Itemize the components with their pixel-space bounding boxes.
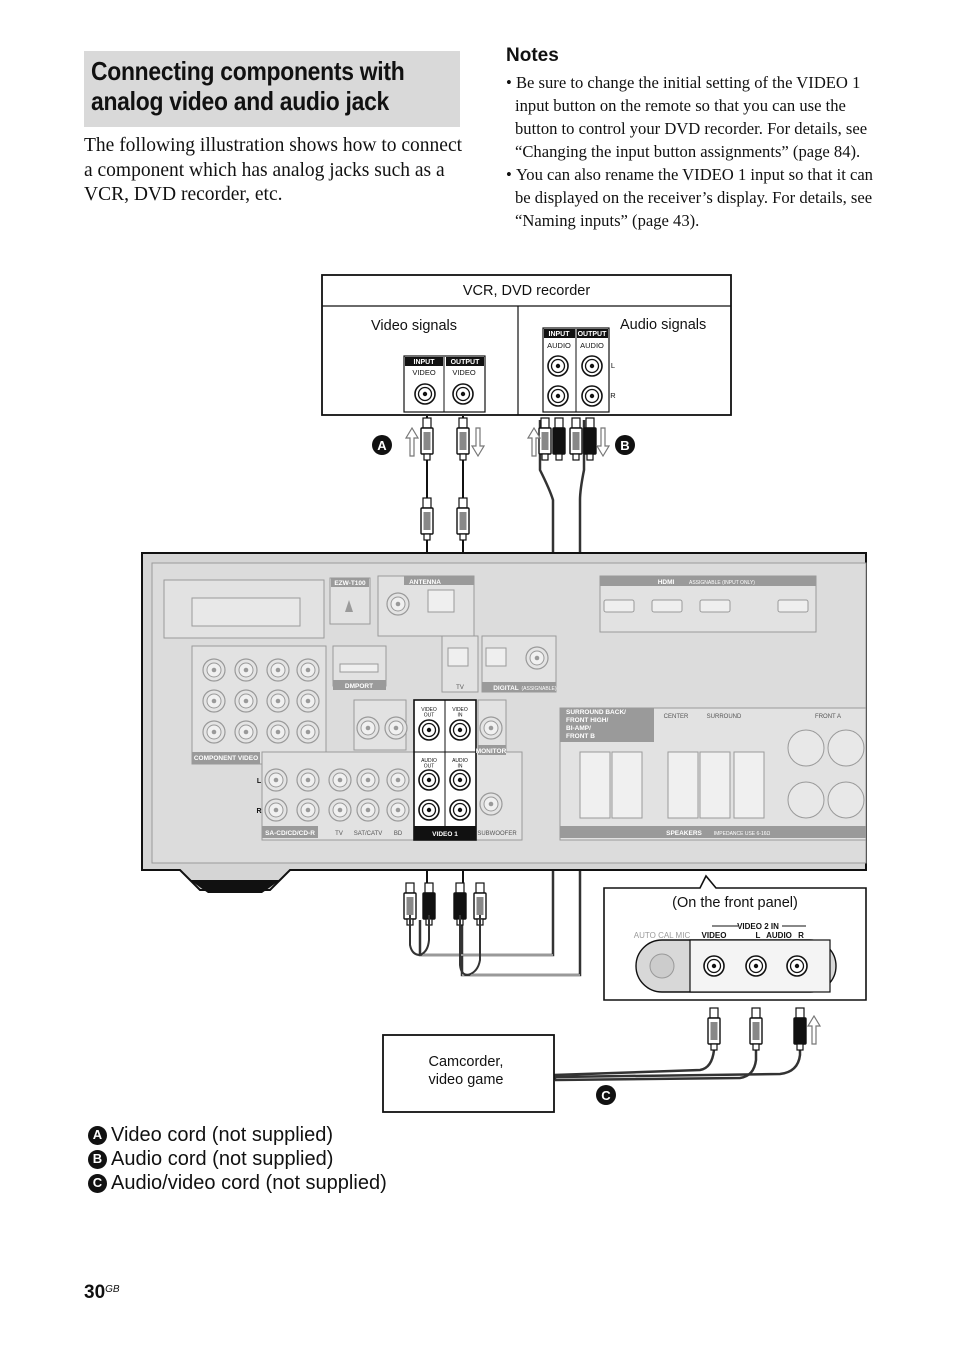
front-r-label: R bbox=[798, 931, 804, 940]
video1-label: VIDEO 1 bbox=[432, 831, 458, 838]
jack-audio-label: AUDIO bbox=[547, 341, 571, 350]
hdmi-assign-label: ASSIGNABLE (INPUT ONLY) bbox=[689, 580, 755, 586]
page-number bbox=[84, 1282, 120, 1304]
tv-bottom-label: TV bbox=[335, 831, 343, 837]
sacd-label: SA-CD/CD/CD-R bbox=[265, 830, 315, 837]
receiver-rear-panel bbox=[142, 553, 866, 893]
front-video2in-label: VIDEO 2 IN bbox=[737, 922, 779, 931]
jack-l-label: L bbox=[610, 361, 616, 370]
video-out-label: VIDEO OUT bbox=[421, 707, 437, 719]
audio-out-label: AUDIO OUT bbox=[421, 758, 437, 770]
video-signals-label: Video signals bbox=[371, 318, 457, 334]
monitor-label: MONITOR bbox=[475, 748, 507, 755]
satcatv-label: SAT/CATV bbox=[353, 831, 383, 837]
legend-row bbox=[88, 1171, 387, 1195]
speakers-label: SPEAKERS bbox=[666, 830, 702, 837]
legend-text: Video cord (not supplied) bbox=[111, 1124, 333, 1146]
note-item: • You can also rename the VIDEO 1 input so that it can be displayed on the receiver’s display. For details, see “Naming inputs” (page 43). bbox=[506, 163, 884, 232]
cord-c bbox=[555, 1008, 820, 1080]
legend-marker-icon: C bbox=[88, 1174, 107, 1193]
notes-title: Notes bbox=[506, 45, 559, 66]
page-heading: Connecting components with analog video and audio jack bbox=[91, 56, 405, 116]
marker-c-letter: C bbox=[601, 1088, 611, 1103]
audio-signals-label: Audio signals bbox=[620, 317, 707, 333]
front-audio-label: AUDIO bbox=[766, 931, 792, 940]
legend-text: Audio/video cord (not supplied) bbox=[111, 1172, 387, 1194]
row-l-label: L bbox=[256, 778, 262, 785]
page-number-value: 30 bbox=[84, 1282, 106, 1303]
camcorder-label: Camcorder, video game bbox=[428, 1054, 504, 1088]
video-in-label: VIDEO IN bbox=[452, 707, 468, 719]
audio-in-label: AUDIO IN bbox=[452, 758, 468, 770]
note-item: • Be sure to change the initial setting of the VIDEO 1 input button on the remote so that you can use the button to control your DVD recorder. For details, see “Changing the input button assignments” (page 84). bbox=[506, 71, 884, 163]
video1-plugs bbox=[404, 883, 486, 975]
jack-output-label: OUTPUT bbox=[577, 331, 607, 338]
row-r-label: R bbox=[256, 808, 262, 815]
front-l-label: L bbox=[755, 931, 761, 940]
bd-label: BD bbox=[393, 831, 403, 837]
jack-video-label: VIDEO bbox=[412, 368, 436, 377]
tv-label: TV bbox=[456, 685, 464, 691]
front-video-label: VIDEO bbox=[701, 931, 727, 940]
device-title: VCR, DVD recorder bbox=[462, 283, 591, 299]
digital-assign-label: (ASSIGNABLE) bbox=[521, 686, 557, 692]
dmport-label: DMPORT bbox=[344, 683, 374, 690]
antenna-label: ANTENNA bbox=[409, 579, 441, 586]
legend-marker-icon: A bbox=[88, 1126, 107, 1145]
jack-video-label: VIDEO bbox=[452, 368, 476, 377]
front-panel-label: (On the front panel) bbox=[672, 895, 798, 911]
front-a-label: FRONT A bbox=[815, 714, 841, 720]
marker-a-letter: A bbox=[377, 438, 387, 453]
jack-output-label: OUTPUT bbox=[450, 359, 480, 366]
legend-row bbox=[88, 1123, 387, 1147]
jack-r-label: R bbox=[610, 391, 616, 400]
front-autocal-label: AUTO CAL MIC bbox=[633, 931, 691, 940]
page-number-suffix: GB bbox=[105, 1284, 120, 1295]
impedance-label: IMPEDANCE USE 6-16Ω bbox=[713, 831, 771, 837]
hdmi-label: HDMI bbox=[657, 579, 675, 586]
ezw-label: EZW-T100 bbox=[334, 580, 366, 587]
jack-audio-label: AUDIO bbox=[580, 341, 604, 350]
surround-label: SURROUND bbox=[706, 714, 742, 720]
marker-b-letter: B bbox=[620, 438, 630, 453]
subwoofer-label: SUBWOOFER bbox=[477, 831, 517, 837]
intro-paragraph: The following illustration shows how to connect a component which has analog jacks such as a VCR, DVD recorder, etc. bbox=[84, 135, 463, 205]
jack-input-label: INPUT bbox=[548, 331, 570, 338]
center-label: CENTER bbox=[663, 714, 689, 720]
jack-input-label: INPUT bbox=[413, 359, 435, 366]
legend-marker-icon: B bbox=[88, 1150, 107, 1169]
component-video-label: COMPONENT VIDEO bbox=[193, 755, 259, 762]
legend-row bbox=[88, 1147, 387, 1171]
legend-text: Audio cord (not supplied) bbox=[111, 1148, 334, 1170]
digital-label: DIGITAL bbox=[493, 685, 519, 692]
legend bbox=[88, 1123, 387, 1195]
surround-back-label: SURROUND BACK/ FRONT HIGH/ BI-AMP/ FRONT B bbox=[566, 709, 626, 740]
